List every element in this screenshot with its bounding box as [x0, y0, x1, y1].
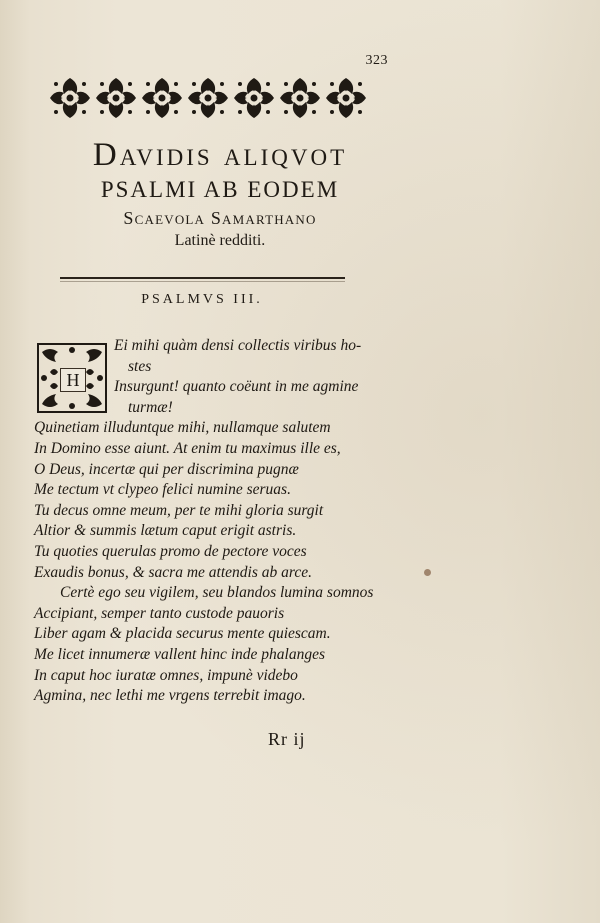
fleuron-ornament — [96, 78, 136, 118]
fleuron-ornament — [234, 78, 274, 118]
psalm-heading: PSALMVS III. — [141, 292, 263, 307]
page-number: 323 — [365, 53, 388, 68]
decorative-headpiece — [48, 72, 368, 124]
fleuron-ornament — [50, 78, 90, 118]
title-line-1: Davidis aliqvot — [92, 137, 348, 173]
signature-catchword: Rr ij — [268, 729, 306, 749]
title-line-4: Latinè redditi. — [174, 232, 266, 249]
psalm-text — [34, 336, 394, 707]
drop-cap-letter: H — [60, 368, 86, 392]
verse-line: O Deus, incertæ qui per discrimina pugnæ — [34, 460, 299, 478]
verse-line: Certè ego seu vigilem, seu blandos lumina somnos — [60, 584, 374, 602]
verse-line: Tu quoties querulas promo de pectore voces — [34, 542, 307, 560]
verse-line: Accipiant, semper tanto custode pauoris — [34, 604, 285, 622]
verse-line: In caput hoc iuratæ omnes, impunè videbo — [34, 666, 298, 684]
verse-line: Ei mihi quàm densi collectis viribus ho- — [114, 337, 362, 354]
paper-stain — [424, 569, 431, 576]
verse-line: Exaudis bonus, & sacra me attendis ab arce. — [34, 563, 312, 581]
title-block — [30, 136, 410, 252]
verse-line: Me licet innumeræ vallent hinc inde phalanges — [34, 645, 325, 663]
verse-line: In Domino esse aiunt. At enim tu maximus ille es, — [34, 439, 341, 457]
verse-line: Quinetiam illuduntque mihi, nullamque salutem — [34, 419, 331, 437]
verse-line: stes — [128, 357, 152, 375]
verse-line: Me tectum vt clypeo felici numine seruas. — [34, 481, 291, 499]
divider-rule-shadow — [60, 281, 345, 282]
fleuron-ornament — [280, 78, 320, 118]
title-line-3: Scaevola Samarthano — [123, 208, 317, 228]
verse-line: Agmina, nec lethi me vrgens terrebit imago. — [34, 687, 306, 705]
title-line-2: PSALMI AB EODEM — [100, 177, 340, 202]
fleuron-ornament — [188, 78, 228, 118]
divider-rule — [60, 277, 345, 279]
verse-line: Insurgunt! quanto coëunt in me agmine — [114, 378, 359, 396]
fleuron-ornament — [326, 78, 366, 118]
fleuron-ornament — [142, 78, 182, 118]
verse-line: Tu decus omne meum, per te mihi gloria surgit — [34, 501, 324, 519]
verse-line: Altior & summis lætum caput erigit astris. — [34, 522, 297, 540]
verse-line: turmæ! — [128, 398, 173, 416]
verse-line: Liber agam & placida securus mente quiescam. — [34, 625, 331, 643]
